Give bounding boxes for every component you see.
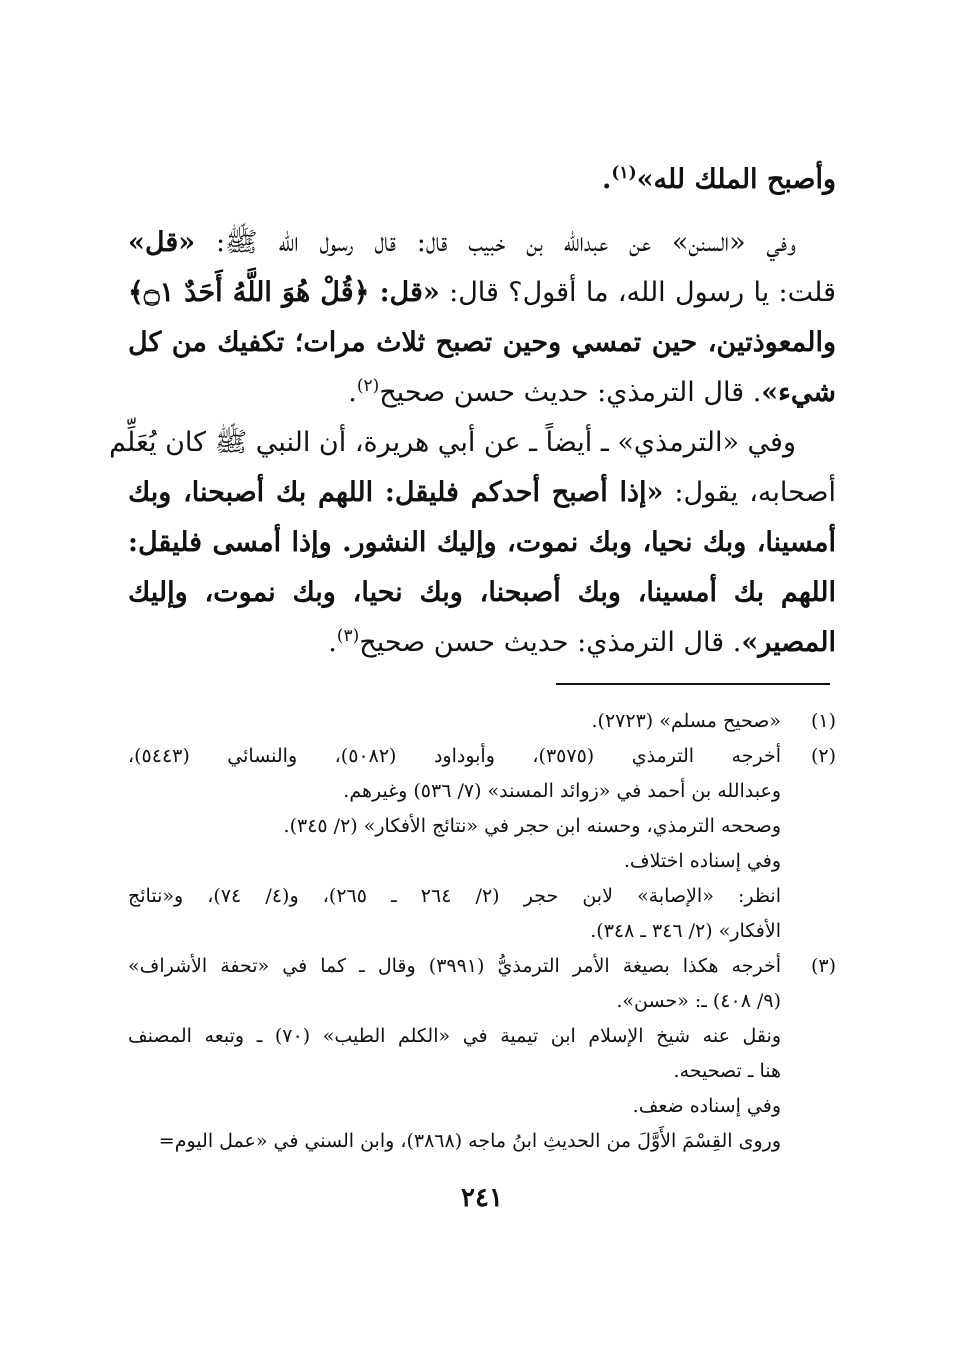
paragraph-line [128,618,836,668]
footnote-text: ونقل عنه شيخ الإسلام ابن تيمية في «الكلم الطيب» (٧٠) ـ وتبعه المصنف [128,1025,781,1047]
footnote-line [128,984,836,1019]
narration-text: . قال الترمذي: حديث حسن صحيح [359,627,742,658]
paragraph-line [128,155,836,205]
footnote-text: وعبدالله بن أحمد في «زوائد المسند» (٧/ ٥٣٦) وغيرهم. [343,780,781,802]
paragraph-1 [128,155,836,205]
footnote-line [128,774,836,809]
narration-text: قلت: يا رسول الله، ما أقول؟ قال: [439,277,836,308]
footnote-number: (٢) [810,745,836,767]
quote-text: وأصبح الملك لله» [636,164,836,195]
paragraph-line [128,368,836,418]
footnote-text: أخرجه هكذا بصيغة الأمر الترمذيُّ (٣٩٩١) وقال ـ كما في «تحفة الأشراف» [128,955,781,977]
footnote-line [128,1089,836,1124]
footnote-text: الأفكار» (٢/ ٣٤٦ ـ ٣٤٨). [590,920,781,942]
narration-text: وفي «الترمذي» ـ أيضاً ـ عن أبي هريرة، أن النبي ﷺ كان يُعَلِّم [109,427,796,458]
narration-text: . قال الترمذي: حديث حسن صحيح [379,377,762,408]
footnote-line [128,809,836,844]
footnote-text: وصححه الترمذي، وحسنه ابن حجر في «نتائج الأفكار» (٢/ ٣٤٥). [283,815,781,837]
footnotes [128,704,836,1159]
footnote-number: (٣) [810,955,836,977]
footnote-text: وفي إسناده اختلاف. [623,850,781,872]
period: . [348,377,357,408]
footnote-text: انظر: «الإصابة» لابن حجر (٢/ ٢٦٤ ـ ٢٦٥)، و(٤/ ٧٤)، و«نتائج [128,885,781,907]
paragraph-2 [128,218,836,418]
footnote-text: هنا ـ تصحيحه. [673,1060,781,1082]
quote-text: شيء» [761,377,836,408]
period: . [328,627,337,658]
footnote-line [128,914,836,949]
quote-text: «إذا أصبح أحدكم فليقل: اللهم بك أصبحنا، وبك [128,477,664,508]
footnote-2 [128,739,836,774]
footnote-ref-1[interactable]: (١) [611,163,637,183]
footnote-text: «صحيح مسلم» (٢٧٢٣). [591,710,781,732]
footnote-3 [128,949,836,984]
footnote-line [128,879,836,914]
footnote-text: وروى القِسْمَ الأَوَّلَ من الحديثِ ابنُ ماجه (٣٨٦٨)، وابن السني في «عمل اليوم= [158,1130,781,1152]
footnote-ref-2[interactable]: (٢) [356,376,380,396]
footnote-1 [128,704,836,739]
footnote-text: وفي إسناده ضعف. [632,1095,781,1117]
quote-text: «قل: ﴿قُلْ هُوَ اللَّهُ أَحَدٌ ۝١﴾ [128,277,440,308]
footnote-number: (١) [810,710,836,732]
footnote-text: أخرجه الترمذي (٣٥٧٥)، وأبوداود (٥٠٨٢)، والنسائي (٥٤٤٣)، [128,745,781,767]
footnote-line [128,1124,836,1159]
quote-text: أمسينا، وبك نحيا، وبك نموت، وإليك النشور. وإذا أمسى فليقل: [128,527,836,558]
footnote-text: (٩/ ٤٠٨) ـ: «حسن». [616,990,781,1012]
quote-text: اللهم بك أمسينا، وبك أصبحنا، وبك نحيا، وبك نموت، وإليك [128,577,836,608]
narration-text: أصحابه، يقول: [663,477,836,508]
quote-text: «قل» [128,227,196,258]
paragraph-line [128,468,836,518]
quote-text: والمعوذتين، حين تمسي وحين تصبح ثلاث مرات؛ تكفيك من كل [128,327,836,358]
narration-text: وفي «السنن» عن عبدالله بن خبيب قال: قال رسول الله ﷺ: [195,227,796,258]
paragraph-3 [109,418,836,668]
page-number: ٢٤١ [461,1183,503,1213]
footnote-separator [556,683,830,685]
footnote-line [128,1054,836,1089]
footnote-ref-3[interactable]: (٣) [336,626,360,646]
footnote-line [128,844,836,879]
period: . [601,164,612,195]
footnote-line [128,1019,836,1054]
quote-text: المصير» [741,627,836,658]
paragraph-line [128,268,836,318]
paragraph-line [128,218,836,268]
